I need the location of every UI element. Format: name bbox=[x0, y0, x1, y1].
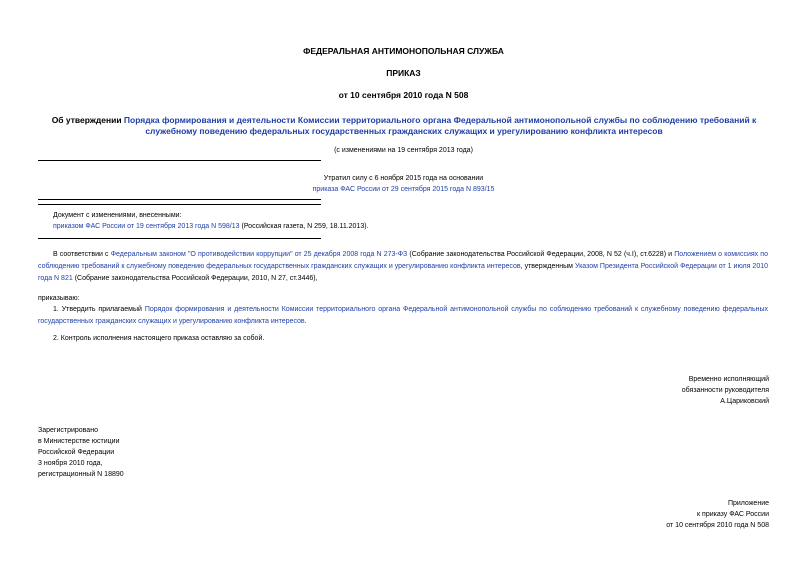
divider bbox=[38, 238, 321, 239]
agency-name: ФЕДЕРАЛЬНАЯ АНТИМОНОПОЛЬНАЯ СЛУЖБА bbox=[303, 46, 504, 56]
order-word: приказываю: bbox=[38, 295, 80, 302]
signatory-name: А.Цариковский bbox=[720, 398, 769, 405]
signature-line-2: обязанности руководителя bbox=[681, 387, 769, 394]
edition-note: (с изменениями на 19 сентября 2013 года) bbox=[334, 147, 473, 154]
appendix-line-2: к приказу ФАС России bbox=[697, 511, 769, 518]
decree-link[interactable]: Указом Президента Российской Федерации от 1 июля 2010 года N 821 bbox=[38, 263, 769, 282]
federal-law-link[interactable]: Федеральным законом "О противодействии коррупции" от 25 декабря 2008 года N 273-ФЗ bbox=[110, 251, 408, 258]
changes-link[interactable]: приказом ФАС России от 19 сентября 2013 года N 598/13 bbox=[53, 223, 240, 230]
document-type: ПРИКАЗ bbox=[386, 68, 421, 78]
changes-label: Документ с изменениями, внесенными: bbox=[53, 212, 182, 219]
regulation-link[interactable]: Положением о комиссиях по соблюдению требований к служебному поведению федеральных государственных гражданских служащих и урегулированию конфликта интересов bbox=[38, 251, 768, 270]
registration-line-3: Российской Федерации bbox=[38, 449, 115, 456]
preamble-text: (Собрание законодательства Российской Федерации, 2008, N 52 (ч.I), ст.6228) и bbox=[407, 251, 675, 258]
document-title bbox=[36, 115, 772, 137]
preamble-text: В соответствии с bbox=[53, 251, 111, 258]
preamble-text: , утвержденным bbox=[520, 263, 575, 270]
registration-number: регистрационный N 18890 bbox=[38, 471, 124, 478]
order-item-1 bbox=[38, 304, 768, 328]
divider bbox=[38, 199, 321, 200]
preamble-text: (Собрание законодательства Российской Федерации, 2010, N 27, ст.3446), bbox=[72, 275, 318, 282]
expired-link[interactable]: приказа ФАС России от 29 сентября 2015 года N 893/15 bbox=[312, 186, 495, 193]
changes-line bbox=[53, 221, 773, 233]
divider bbox=[38, 160, 321, 161]
item-text: . bbox=[304, 318, 307, 325]
registration-line-1: Зарегистрировано bbox=[38, 427, 98, 434]
title-link[interactable]: Порядка формирования и деятельности Комиссии территориального органа Федеральной антимонопольной службы по соблюдению требований к служебному поведению федеральных государственных гражданских служащих и урегулированию конфликта интересов bbox=[123, 115, 757, 136]
title-prefix: Об утверждении bbox=[51, 115, 124, 125]
changes-rest: (Российская газета, N 259, 18.11.2013). bbox=[239, 223, 369, 230]
registration-line-2: в Министерстве юстиции bbox=[38, 438, 120, 445]
preamble-paragraph bbox=[38, 249, 768, 285]
signature-line-1: Временно исполняющий bbox=[688, 376, 769, 383]
appendix-line-1: Приложение bbox=[727, 500, 769, 507]
appendix-line-3: от 10 сентября 2010 года N 508 bbox=[666, 522, 769, 529]
procedure-link[interactable]: Порядок формирования и деятельности Комиссии территориального органа Федеральной антимонопольной службы по соблюдению требований к служебному поведению федеральных государственных гражданских служащих и урегулированию конфликта интересов bbox=[38, 306, 768, 325]
document-date: от 10 сентября 2010 года N 508 bbox=[338, 90, 469, 100]
item-text: 1. Утвердить прилагаемый bbox=[53, 306, 145, 313]
order-item-2: 2. Контроль исполнения настоящего приказа оставляю за собой. bbox=[53, 335, 265, 342]
registration-line-4: 3 ноября 2010 года, bbox=[38, 460, 103, 467]
divider bbox=[38, 204, 321, 205]
expired-note: Утратил силу с 6 ноября 2015 года на основании bbox=[323, 175, 484, 182]
